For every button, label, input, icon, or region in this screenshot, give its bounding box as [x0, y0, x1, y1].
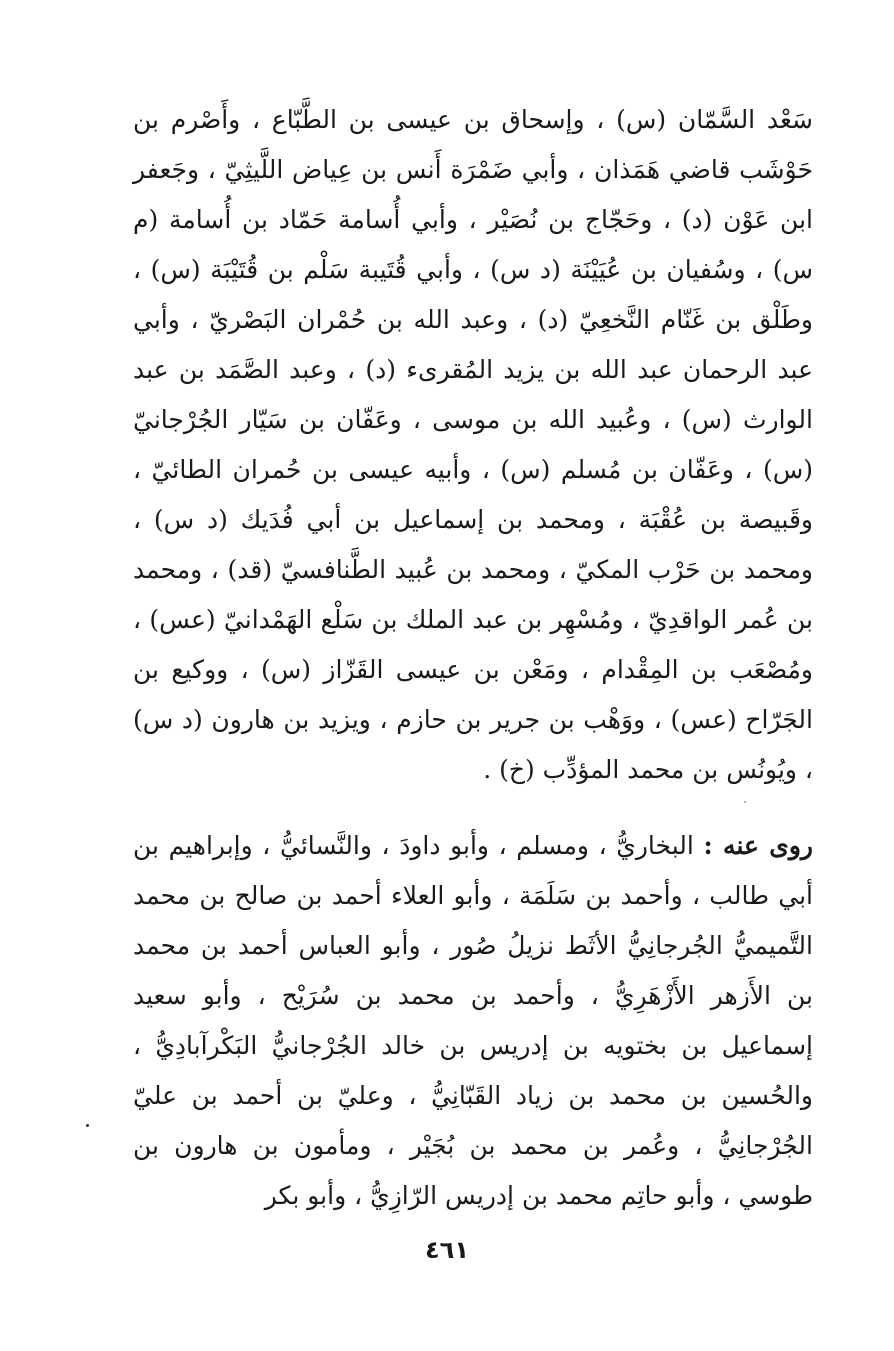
- narrated-by-heading: روى عنه :: [703, 831, 813, 860]
- narrated-by-paragraph: [133, 821, 813, 1221]
- paragraph-2-text: البخاريُّ ، ومسلم ، وأبو داودَ ، والنَّسائيُّ ، وإبراهيم بن أبي طالب ، وأحمد بن سَلَمَة ، وأبو العلاء أحمد بن صالح بن محمد التَّميميُّ الجُرجانِيُّ الأثَط نزيلُ صُور ، وأبو العباس أحمد بن محمد بن الأَزهر الأَزْهَرِيُّ ، وأحمد بن محمد بن سُرَيْح ، وأبو سعيد إسماعيل بن بختويه بن إدريس بن خالد الجُرْجانيُّ البَكْرآبادِيُّ ، والحُسين بن محمد بن زياد القَبّانِيُّ ، وعليّ بن أحمد بن عليّ الجُرْجانِيُّ ، وعُمر بن محمد بن بُجَيْر ، ومأمون بن هارون بن طوسي ، وأبو حاتِم محمد بن إدريس الرّازِيُّ ، وأبو بكر: [133, 831, 813, 1210]
- narrators-from-paragraph: [133, 95, 813, 795]
- paragraph-1-text: سَعْد السَّمّان (س) ، وإسحاق بن عيسى بن الطَّبّاع ، وأَصْرم بن حَوْشَب قاضي هَمَذان ، وأبي ضَمْرَة أَنس بن عِياض اللَّيثِيّ ، وجَعفر ابن عَوْن (د) ، وحَجّاج بن نُصَيْر ، وأبي أُسامة حَمّاد بن أُسامة (م س) ، وسُفيان بن عُيَيْنَة (د س) ، وأبي قُتَيبة سَلْم بن قُتَيْبَة (س) ، وطَلْق بن غَنّام النَّخعِيّ (د) ، وعبد الله بن حُمْران البَصْريّ ، وأبي عبد الرحمان عبد الله بن يزيد المُقرىء (د) ، وعبد الصَّمَد بن عبد الوارث (س) ، وعُبيد الله بن موسى ، وعَفّان بن سَيّار الجُرْجانيّ (س) ، وعَفّان بن مُسلم (س) ، وأبيه عيسى بن حُمران الطائيّ ، وقَبيصة بن عُقْبَة ، ومحمد بن إسماعيل بن أبي فُدَيك (د س) ، ومحمد بن حَرْب المكيّ ، ومحمد بن عُبيد الطَّنافسيّ (قد) ، ومحمد بن عُمر الواقدِيّ ، ومُسْهِر بن عبد الملك بن سَلْع الهَمْدانيّ (عس) ، ومُصْعَب بن المِقْدام ، ومَعْن بن عيسى القَزّاز (س) ، ووكيع بن الجَرّاح (عس) ، ووَهْب بن جرير بن حازم ، ويزيد بن هارون (د س) ، ويُونُس بن محمد المؤدِّب (خ) .: [133, 105, 813, 784]
- scan-speck: [86, 1124, 89, 1127]
- scan-speck: [744, 801, 746, 803]
- page-number: ٤٦١: [425, 1236, 469, 1264]
